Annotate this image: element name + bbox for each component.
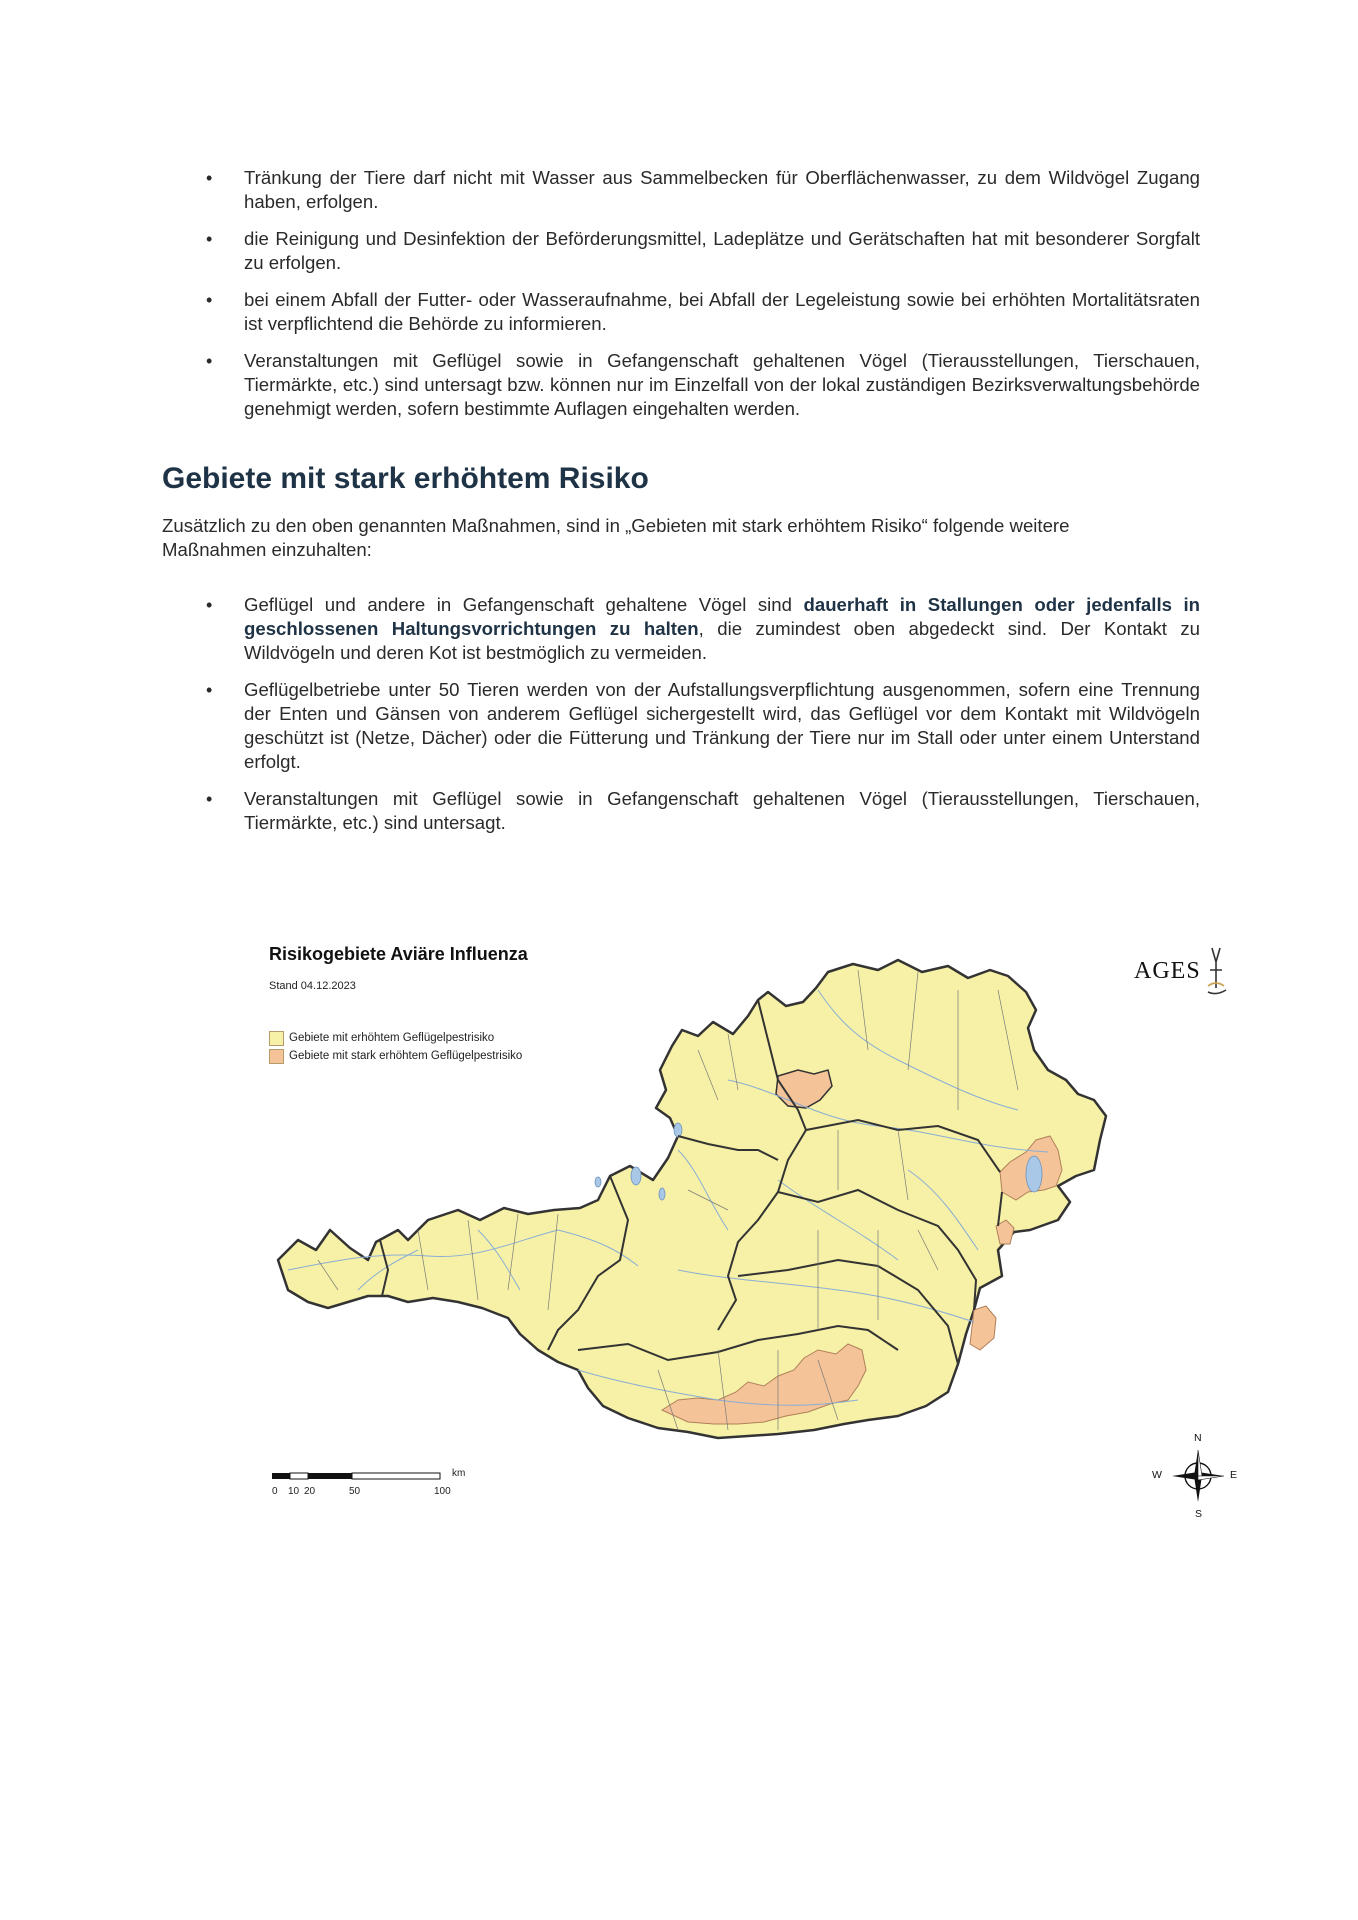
legend-item: Gebiete mit stark erhöhtem Geflügelpestrisiko [269, 1047, 522, 1065]
bullet-icon: • [206, 168, 213, 188]
section-heading: Gebiete mit stark erhöhtem Risiko [162, 462, 649, 495]
list-item: • Geflügel und andere in Gefangenschaft gehaltene Vögel sind dauerhaft in Stallungen oder jedenfalls in geschlossenen Haltungsvorrichtungen zu halten, die zumindest oben abgedeckt sind. Der Kontakt zu Wildvögeln und deren Kot ist bestmöglich zu vermeiden. [206, 594, 1200, 663]
emphasis-text: dauerhaft in Stallungen oder jedenfalls in geschlossenen Haltungsvorrichtungen zu halten [244, 594, 1200, 639]
lake [631, 1167, 641, 1185]
map-date: Stand 04.12.2023 [269, 980, 356, 992]
lake [674, 1123, 682, 1137]
risk-area-southeast [970, 1306, 996, 1350]
map-title: Risikogebiete Aviäre Influenza [269, 944, 528, 964]
section-intro: Zusätzlich zu den oben genannten Maßnahmen, sind in „Gebieten mit stark erhöhtem Risiko“ folgende weitere Maßnahmen einzuhalten: [162, 515, 1070, 560]
map-legend [269, 1029, 522, 1065]
north-arrow-compass [1152, 1432, 1238, 1520]
measures-list [162, 166, 1200, 434]
scale-tick: 100 [434, 1486, 451, 1497]
list-item: • bei einem Abfall der Futter- oder Wasseraufnahme, bei Abfall der Legeleistung sowie bei erhöhten Mortalitätsraten ist verpflichtend die Behörde zu informieren. [206, 289, 1200, 334]
list-item: • Geflügelbetriebe unter 50 Tieren werden von der Aufstallungsverpflichtung ausgenommen, sofern eine Trennung der Enten und Gänsen von anderem Geflügel sichergestellt wird, das Geflügel vor dem Kontakt mit Wildvögeln geschützt ist (Netze, Dächer) oder die Fütterung und Tränkung der Tiere nur im Stall oder unter einem Unterstand erfolgt. [206, 679, 1200, 772]
scale-tick: 0 [272, 1486, 278, 1497]
compass-west: W [1152, 1469, 1162, 1481]
bullet-icon: • [206, 680, 213, 700]
list-item: • Veranstaltungen mit Geflügel sowie in Gefangenschaft gehaltenen Vögel (Tierausstellungen, Tierschauen, Tiermärkte, etc.) sind untersagt. [206, 788, 1200, 833]
scale-tick: 10 [288, 1486, 300, 1497]
bullet-icon: • [206, 229, 213, 249]
list-item: • Veranstaltungen mit Geflügel sowie in Gefangenschaft gehaltenen Vögel (Tierausstellungen, Tierschauen, Tiermärkte, etc.) sind untersagt bzw. können nur im Einzelfall von der lokal zuständigen Bezirksverwaltungsbehörde genehmigt werden, sofern bestimmte Auflagen eingehalten werden. [206, 350, 1200, 419]
lake [1026, 1156, 1042, 1192]
scale-tick: 50 [349, 1486, 361, 1497]
bullet-icon: • [206, 789, 213, 809]
scale-unit: km [452, 1468, 466, 1479]
compass-rose-icon [1158, 1436, 1238, 1516]
compass-north: N [1194, 1432, 1202, 1444]
ages-logo: AGES [1134, 958, 1201, 984]
legend-item: Gebiete mit erhöhtem Geflügelpestrisiko [269, 1029, 522, 1047]
legend-swatch [269, 1031, 284, 1046]
bullet-icon: • [206, 595, 213, 615]
list-item: • die Reinigung und Desinfektion der Beförderungsmittel, Ladeplätze und Gerätschaften hat mit besonderer Sorgfalt zu erfolgen. [206, 228, 1200, 273]
lake [659, 1188, 665, 1200]
bullet-icon: • [206, 351, 213, 371]
lake [595, 1177, 601, 1187]
scale-tick: 20 [304, 1486, 316, 1497]
list-item: • Tränkung der Tiere darf nicht mit Wasser aus Sammelbecken für Oberflächenwasser, zu dem Wildvögel Zugang haben, erfolgen. [206, 167, 1200, 212]
high-risk-measures-list [162, 593, 1200, 848]
scale-bar-graphic [272, 1470, 462, 1484]
legend-swatch [269, 1049, 284, 1064]
austria-risk-map [258, 930, 1252, 1530]
ages-figure-icon [1134, 940, 1234, 1000]
bullet-icon: • [206, 290, 213, 310]
compass-east: E [1230, 1469, 1238, 1481]
compass-south: S [1195, 1508, 1203, 1520]
scale-bar [272, 1468, 466, 1510]
